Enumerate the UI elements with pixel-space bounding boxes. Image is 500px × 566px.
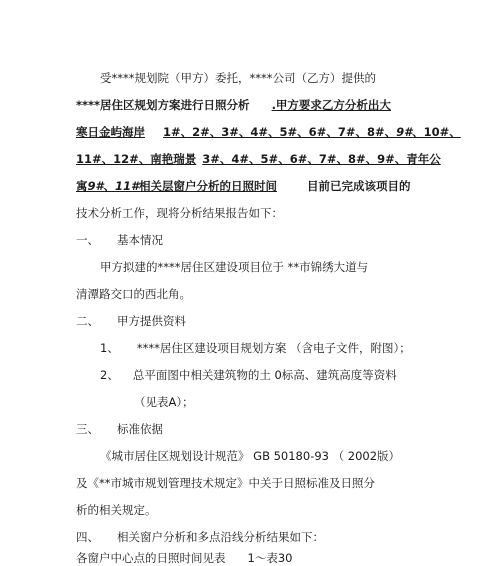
- list-item-2-continuation: （见表A）；: [134, 395, 194, 409]
- intro-line-5-f: 目前已完成该项目的: [307, 179, 411, 193]
- intro-line-6: 技术分析工作，现将分析结果报告如下：: [76, 206, 283, 220]
- intro-line-1: 受****规划院（甲方）委托，****公司（乙方）提供的: [100, 71, 376, 85]
- intro-line-5-a: 寓: [76, 179, 88, 193]
- intro-line-4: [76, 151, 441, 167]
- section-3-number: 三、: [76, 422, 99, 436]
- section-1-number: 一、: [76, 233, 99, 247]
- section-4-number: 四、: [76, 530, 99, 544]
- list-item-2-text: 总平面图中相关建筑物的土 0标高、建筑高度等资料: [132, 368, 397, 382]
- intro-line-3-a: 寒日金屿海岸: [76, 125, 145, 139]
- intro-line-2-b: .甲方要求乙方分析出大: [271, 98, 391, 112]
- intro-line-4-a: 11#、12#、南艳瑞景: [76, 152, 197, 166]
- intro-line-3-b: 1#、2#、3#、4#、5#、6#、7#、8#、: [163, 125, 397, 139]
- list-item-1-text: ****居住区建设项目规划方案 （含电子文件，附图）；: [136, 341, 411, 355]
- section-4-heading: [76, 529, 324, 545]
- list-item-2-number: 2、: [100, 368, 119, 382]
- section-3-para-line-3: 析的相关规定。: [76, 503, 157, 517]
- section-3-heading: [76, 421, 163, 437]
- intro-line-5-b: 9#: [87, 179, 104, 193]
- intro-line-3-d: 、10#、: [412, 125, 461, 139]
- section-3-para-line-2: 及《**市城市规划管理技术规定》中关于日照标准及日照分: [76, 476, 375, 490]
- intro-line-2: [76, 97, 391, 113]
- section-1-para-line-1: 甲方拟建的****居住区建设项目位于 **市锦绣大道与: [100, 260, 369, 274]
- section-2-number: 二、: [76, 314, 99, 328]
- list-item-1-number: 1、: [100, 341, 119, 355]
- section-4-para-b: 1～表30: [247, 551, 293, 565]
- section-1-para-line-2: 清潭路交口的西北角。: [76, 287, 191, 301]
- section-2-title: 甲方提供资料: [117, 314, 186, 328]
- section-4-para-a: 各窗户中心点的日照时间见表: [76, 551, 226, 565]
- intro-line-3: [76, 124, 461, 140]
- intro-line-5: [76, 178, 411, 194]
- section-4-para-line-1: [76, 550, 292, 566]
- section-3-para-line-1: 《城市居住区规划设计规范》 GB 50180-93 （ 2002版）: [100, 449, 401, 463]
- section-2-heading: [76, 313, 186, 329]
- intro-line-5-c: 、: [103, 179, 116, 193]
- section-1-title: 基本情况: [117, 233, 163, 247]
- section-3-title: 标准依据: [117, 422, 163, 436]
- intro-line-3-c: 9#: [396, 125, 413, 139]
- list-item-1: [100, 340, 411, 356]
- section-1-heading: [76, 232, 163, 248]
- intro-line-5-d: 11#: [115, 179, 140, 193]
- intro-line-2-a: ****居住区规划方案进行日照分析: [76, 98, 250, 112]
- section-4-title: 相关窗户分析和多点沿线分析结果如下：: [117, 530, 324, 544]
- intro-line-4-b: 3#、4#、5#、6#、7#、8#、9#、青年公: [202, 152, 441, 166]
- intro-line-5-e: 相关层窗户分析的日照时间: [139, 179, 278, 193]
- list-item-2: [100, 367, 397, 383]
